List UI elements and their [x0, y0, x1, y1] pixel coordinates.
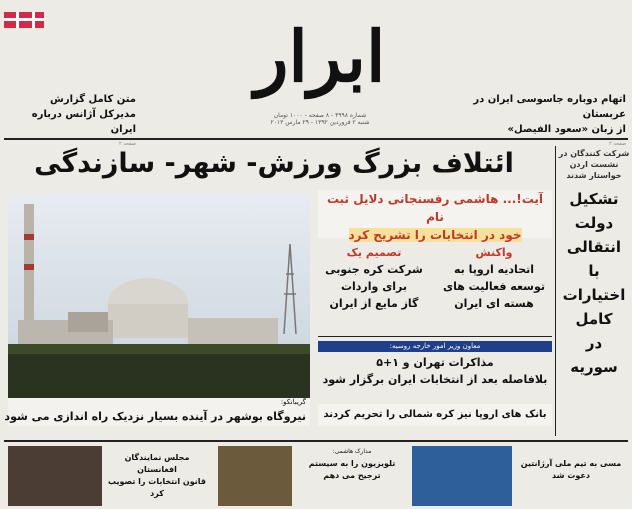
story-line: توسعه فعالیت های [442, 280, 546, 293]
masthead-divider [4, 138, 628, 140]
teaser-line: متن کامل گزارش [50, 94, 136, 105]
story-line: ترجیح می دهم [323, 471, 381, 480]
story-korea-gas[interactable] [318, 244, 430, 324]
column-divider [555, 146, 556, 436]
bottom-story-afghan[interactable] [104, 452, 210, 500]
bottom-story-tv[interactable] [296, 446, 408, 482]
site-logo[interactable] [2, 4, 48, 38]
bottom-divider [4, 440, 628, 442]
power-plant-image [8, 194, 310, 398]
story-kicker: تصمیم یک [346, 246, 402, 259]
main-headline[interactable]: ائتلاف بزرگ ورزش- شهر- سازندگی [34, 148, 514, 179]
teaser-iaea-report[interactable] [4, 92, 136, 152]
bottom-story-messi[interactable] [514, 458, 628, 482]
side-line: سوریه [570, 358, 618, 376]
afghan-parliament-photo [8, 446, 102, 506]
teaser-line: مدیرکل آژانس درباره ایران [31, 109, 136, 135]
story-line: خود در انتخابات را تشریح کرد [348, 228, 522, 242]
issue-info: شماره ۴۹۹۸ - ۸ صفحه - ۱۰۰۰ تومان [273, 112, 367, 119]
story-line: قانون انتخابات را تصویب کرد [108, 477, 206, 498]
story-kicker: مدارک هاشمی: [332, 448, 372, 455]
teaser-espionage[interactable] [430, 92, 626, 152]
story-line: مذاکرات تهران و ۱+۵ [376, 356, 494, 369]
side-line: دولت [574, 214, 614, 232]
story-divider [318, 336, 552, 337]
side-line: اختیارات [562, 286, 626, 304]
teaser-line: از زبان «سعود الفیصل» [507, 124, 626, 135]
story-line: آیت!... هاشمی رفسنجانی دلایل ثبت نام [326, 192, 544, 224]
side-line: تشکیل [569, 190, 619, 208]
photo-caption[interactable] [4, 398, 310, 426]
story-line: شرکت کره جنوبی [325, 263, 423, 276]
story-line: مسی به تیم ملی آرژانتین [520, 459, 622, 468]
masthead-info [225, 112, 415, 126]
russia-kicker-bar: معاون وزیر امور خارجه روسیه: [318, 341, 552, 352]
date-info: شنبه ۲ فروردین ۱۳۹۲ - ۲۹ مارس ۲۰۱۳ [270, 119, 370, 126]
bushehr-photo [8, 194, 310, 398]
side-line: در [585, 334, 603, 352]
story-line: تلویزیون را به سیستم [308, 459, 396, 468]
story-line: گاز مایع از ایران [329, 297, 419, 310]
story-line: اتحادیه اروپا به [453, 263, 535, 276]
story-line: دعوت شد [552, 471, 590, 480]
messi-photo [412, 446, 512, 506]
site-logo-icon [2, 4, 48, 38]
story-talks[interactable] [318, 354, 552, 394]
page-credit: صفحه ۲ [119, 141, 136, 147]
side-line: با [588, 262, 600, 280]
story-line: هسته ای ایران [454, 297, 534, 310]
story-rafsanjani[interactable] [318, 190, 552, 242]
page-credit: صفحه ۲ [609, 141, 626, 147]
director-photo [218, 446, 292, 506]
story-eu-reaction[interactable] [436, 244, 552, 324]
side-story-syria[interactable] [558, 148, 630, 434]
masthead-title: ابرار [254, 15, 386, 98]
story-line: مجلس نمایندگان افغانستان [124, 453, 190, 474]
caption-text: نیروگاه بوشهر در آینده بسیار نزدیک راه اندازی می شود [4, 410, 306, 423]
story-line: برای واردات [340, 280, 408, 293]
story-line: بلافاصله بعد از انتخابات ایران برگزار شود [322, 373, 548, 386]
story-kicker: واکنش [475, 246, 513, 259]
story-eu-banks[interactable]: بانک های اروپا نیز کره شمالی را تحریم کردند [318, 404, 552, 426]
side-line: انتقالی [566, 238, 622, 256]
teaser-line: اتهام دوباره جاسوسی ایران در عربستان [473, 94, 626, 120]
side-kicker: شرکت کنندگان در نشست اردن خواستار شدند [558, 149, 630, 180]
side-line: کامل [575, 310, 613, 328]
caption-kicker: گریبانکو: [280, 398, 306, 406]
